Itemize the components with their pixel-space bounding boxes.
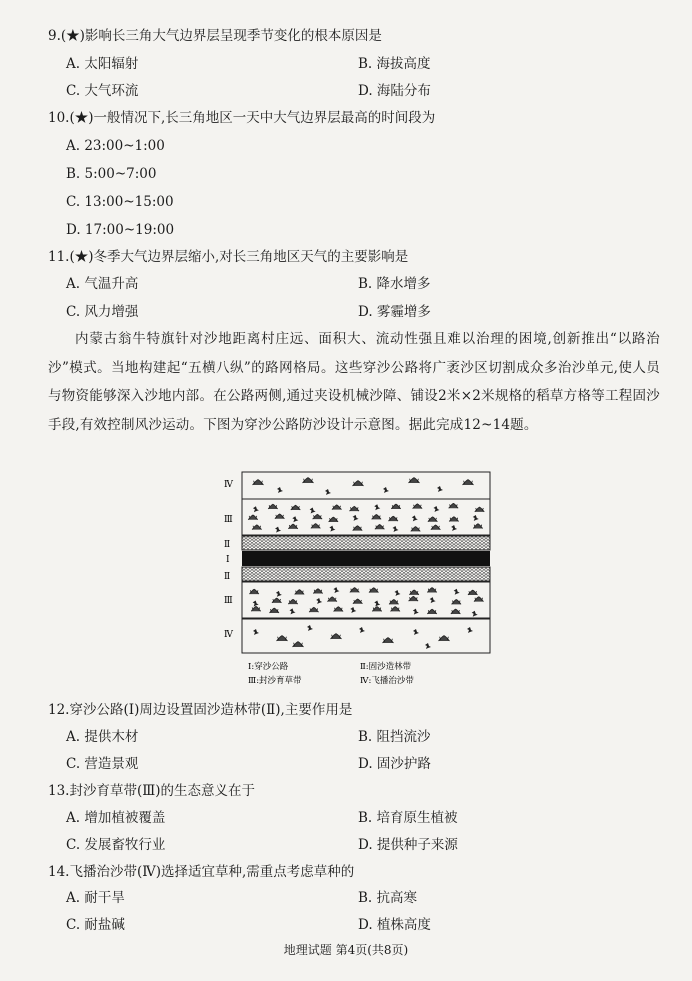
question-12-option-d: D. 固沙护路: [358, 756, 431, 772]
grass-tuft-mark: [275, 514, 285, 519]
shrub-mark: [329, 526, 335, 532]
grass-tuft-mark: [251, 606, 261, 611]
grass-tuft-mark: [288, 599, 298, 604]
shrub-mark: [451, 525, 457, 531]
question-14-option-b: B. 抗高寒: [358, 890, 418, 906]
band-iv-top: [242, 472, 490, 499]
row-label-iv-top: Ⅳ: [224, 480, 233, 490]
question-11-option-b: B. 降水增多: [358, 276, 431, 292]
grass-tuft-mark: [389, 600, 399, 605]
row-label-ii-bottom: Ⅱ: [224, 572, 231, 582]
question-13-stem: 13.封沙育草带(Ⅲ)的生态意义在于: [48, 783, 256, 799]
grass-tuft-mark: [288, 524, 298, 529]
shrub-mark: [383, 487, 389, 493]
legend-item-i: Ⅰ:穿沙公路: [248, 662, 289, 672]
shrub-mark: [374, 600, 380, 606]
grass-tuft-mark: [350, 588, 360, 593]
grass-tuft-mark: [249, 589, 259, 594]
grass-tuft-mark: [411, 527, 421, 532]
question-9-stem: 9.(★)影响长三角大气边界层呈现季节变化的根本原因是: [48, 28, 382, 44]
question-13-option-a: A. 增加植被覆盖: [66, 810, 166, 826]
legend-item-iv: Ⅳ:飞播治沙带: [360, 676, 414, 686]
grass-tuft-mark: [427, 588, 437, 593]
band-i-road: [242, 551, 490, 566]
shrub-mark: [325, 489, 331, 495]
grass-tuft-mark: [388, 516, 398, 521]
question-14-option-a: A. 耐干旱: [66, 890, 125, 906]
shrub-mark: [433, 506, 439, 512]
diagram-svg: [218, 470, 493, 688]
question-9-option-c: C. 大气环流: [66, 83, 139, 99]
grass-tuft-mark: [350, 506, 360, 511]
reading-passage: 内蒙古翁牛特旗针对沙地距离村庄远、面积大、流动性强且难以治理的困境,创新推出“以路治沙”模式。当地构建起“五横八纵”的路网格局。这些穿沙公路将广袤沙区切割成众多治沙单元,使人员与物资能够深入沙地内部。在公路两侧,通过夹设机械沙障、铺设2米×2米规格的稻草方格等工程固沙手段,有效控制风沙运动。下图为穿沙公路防沙设计示意图。据此完成12~14题。: [48, 331, 660, 433]
question-14-option-c: C. 耐盐碱: [66, 917, 125, 933]
shrub-mark: [413, 629, 419, 635]
shrub-mark: [290, 608, 296, 614]
shrub-mark: [359, 627, 365, 633]
question-13-option-d: D. 提供种子来源: [358, 837, 458, 853]
question-9-option-d: D. 海陆分布: [358, 83, 431, 99]
question-11-option-a: A. 气温升高: [66, 276, 139, 292]
question-10-option-b: B. 5:00~7:00: [66, 166, 157, 182]
shrub-mark: [473, 515, 479, 521]
question-9-option-b: B. 海拔高度: [358, 56, 431, 72]
grass-tuft-mark: [375, 524, 385, 529]
grass-tuft-mark: [353, 481, 364, 486]
grass-tuft-mark: [383, 638, 394, 643]
grass-tuft-mark: [428, 517, 438, 522]
shrub-mark: [454, 589, 460, 595]
grass-tuft-mark: [369, 588, 379, 593]
grass-tuft-mark: [409, 590, 419, 595]
shrub-mark: [277, 487, 283, 493]
shrub-mark: [425, 643, 431, 649]
grass-tuft-mark: [252, 525, 262, 530]
row-label-iii-bottom: Ⅲ: [224, 596, 233, 606]
question-12-stem: 12.穿沙公路(Ⅰ)周边设置固沙造林带(Ⅱ),主要作用是: [48, 702, 353, 718]
grass-tuft-mark: [449, 503, 459, 508]
shrub-mark: [430, 597, 436, 603]
question-10-stem: 10.(★)一般情况下,长三角地区一天中大气边界层最高的时间段为: [48, 110, 436, 126]
page-footer: 地理试题 第4页(共8页): [283, 943, 409, 957]
band-ii-top: [242, 536, 490, 550]
shrub-mark: [350, 607, 356, 613]
grass-tuft-mark: [293, 642, 304, 647]
shrub-mark: [292, 516, 298, 522]
shrub-mark: [307, 625, 313, 631]
question-13-option-b: B. 培育原生植被: [358, 810, 458, 826]
question-11-option-d: D. 雾霾增多: [358, 304, 431, 320]
question-14-stem: 14.飞播治沙带(Ⅳ)选择适宜草种,需重点考虑草种的: [48, 864, 355, 880]
question-12-option-c: C. 营造景观: [66, 756, 139, 772]
shrub-mark: [353, 515, 359, 521]
shrub-mark: [394, 590, 400, 596]
legend-item-iii: Ⅲ:封沙育草带: [248, 676, 302, 686]
row-label-iii-top: Ⅲ: [224, 515, 233, 525]
grass-tuft-mark: [313, 514, 323, 519]
shrub-mark: [413, 609, 419, 615]
grass-tuft-mark: [353, 599, 363, 604]
grass-tuft-mark: [473, 524, 483, 529]
question-10-option-d: D. 17:00~19:00: [66, 222, 175, 238]
grass-tuft-mark: [391, 504, 401, 509]
grass-tuft-mark: [269, 608, 279, 613]
shrub-mark: [253, 506, 259, 512]
grass-tuft-mark: [474, 597, 484, 602]
shrub-mark: [412, 515, 418, 521]
shrub-mark: [333, 587, 339, 593]
grass-tuft-mark: [449, 517, 459, 522]
grass-tuft-mark: [451, 609, 461, 614]
shrub-mark: [472, 611, 478, 617]
shrub-mark: [310, 508, 316, 514]
row-label-i: Ⅰ: [226, 555, 230, 565]
question-10-option-c: C. 13:00~15:00: [66, 194, 174, 210]
question-12-option-b: B. 阻挡流沙: [358, 729, 431, 745]
grass-tuft-mark: [332, 505, 342, 510]
band-iv-bottom: [242, 619, 490, 653]
grass-tuft-mark: [327, 597, 337, 602]
question-12-option-a: A. 提供木材: [66, 729, 139, 745]
grass-tuft-mark: [329, 517, 339, 522]
question-10-option-a: A. 23:00~1:00: [66, 138, 165, 154]
grass-tuft-mark: [452, 600, 462, 605]
row-label-ii-top: Ⅱ: [224, 540, 231, 550]
grass-tuft-mark: [253, 480, 264, 485]
legend-item-ii: Ⅱ:固沙造林带: [360, 662, 412, 672]
grass-tuft-mark: [439, 636, 450, 641]
grass-tuft-mark: [413, 504, 423, 509]
grass-tuft-mark: [277, 636, 288, 641]
shrub-mark: [253, 629, 259, 635]
shrub-mark: [374, 504, 380, 510]
grass-tuft-mark: [409, 596, 419, 601]
row-label-iv-bottom: Ⅳ: [224, 630, 233, 640]
shrub-mark: [467, 627, 473, 633]
question-13-option-c: C. 发展畜牧行业: [66, 837, 166, 853]
grass-tuft-mark: [268, 504, 278, 509]
grass-tuft-mark: [463, 480, 474, 485]
grass-tuft-mark: [272, 598, 282, 603]
road-sand-control-diagram: [218, 470, 493, 692]
question-11-option-c: C. 风力增强: [66, 304, 139, 320]
grass-tuft-mark: [468, 590, 477, 595]
shrub-mark: [437, 486, 443, 492]
shrub-mark: [393, 526, 399, 532]
question-9-option-a: A. 太阳辐射: [66, 56, 139, 72]
grass-tuft-mark: [303, 478, 314, 483]
grass-tuft-mark: [311, 524, 321, 529]
grass-tuft-mark: [331, 634, 342, 639]
grass-tuft-mark: [309, 607, 319, 612]
grass-tuft-mark: [409, 478, 420, 483]
grass-tuft-mark: [248, 515, 258, 520]
shrub-mark: [275, 527, 281, 533]
band-ii-bottom: [242, 567, 490, 581]
grass-tuft-mark: [372, 607, 382, 612]
grass-tuft-mark: [313, 589, 323, 594]
grass-tuft-mark: [372, 515, 382, 520]
grass-tuft-mark: [427, 609, 437, 614]
grass-tuft-mark: [291, 505, 301, 510]
grass-tuft-mark: [475, 507, 485, 512]
grass-tuft-mark: [431, 525, 441, 530]
shrub-mark: [253, 600, 259, 606]
question-14-option-d: D. 植株高度: [358, 917, 431, 933]
shrub-mark: [316, 598, 322, 604]
grass-tuft-mark: [334, 607, 344, 612]
grass-tuft-mark: [295, 590, 305, 595]
grass-tuft-mark: [353, 526, 363, 531]
grass-tuft-mark: [390, 607, 400, 612]
question-11-stem: 11.(★)冬季大气边界层缩小,对长三角地区天气的主要影响是: [48, 249, 409, 265]
shrub-mark: [276, 591, 282, 597]
